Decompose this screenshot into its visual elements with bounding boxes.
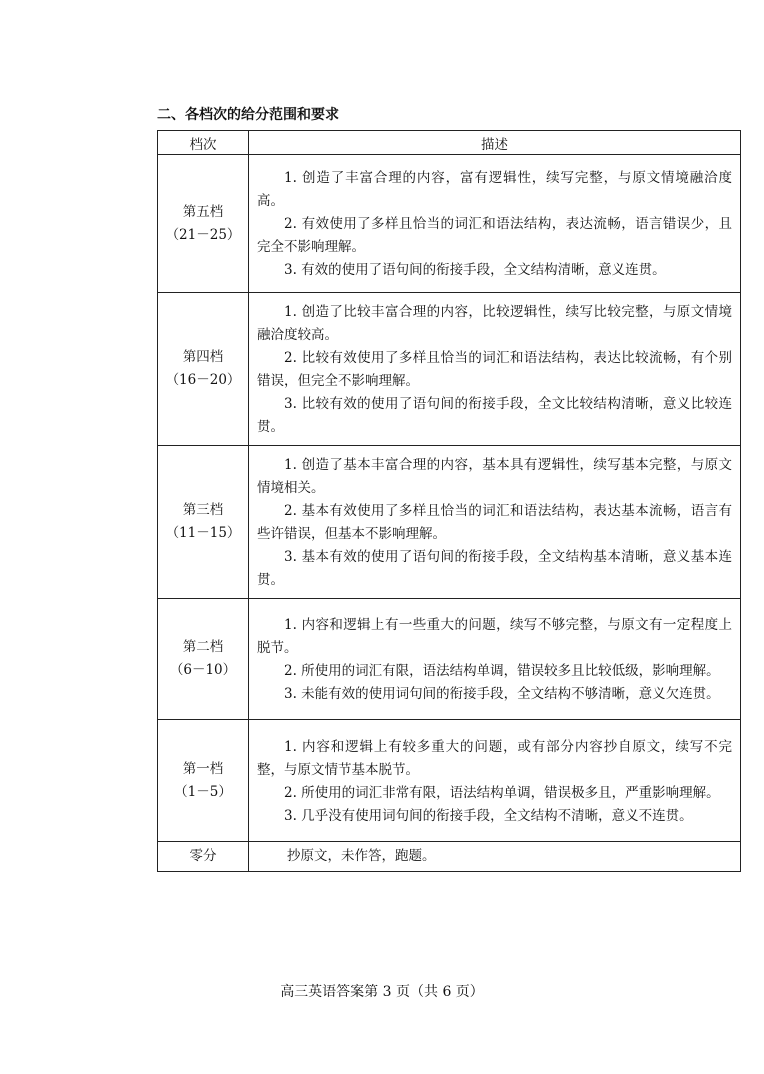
level-cell xyxy=(158,599,249,720)
description-item: 1. 创造了比较丰富合理的内容，比较逻辑性，续写比较完整，与原文情境融洽度较高。 xyxy=(257,304,732,343)
description-item: 3. 比较有效的使用了语句间的衔接手段，全文比较结构清晰，意义比较连贯。 xyxy=(257,396,732,435)
table-row xyxy=(158,599,741,720)
level-cell xyxy=(158,446,249,599)
table-row-zero xyxy=(158,842,741,872)
description-cell xyxy=(249,720,741,842)
description-item: 3. 基本有效的使用了语句间的衔接手段，全文结构基本清晰，意义基本连贯。 xyxy=(257,549,732,588)
description-cell xyxy=(249,599,741,720)
table-row xyxy=(158,446,741,599)
level-range: （1－5） xyxy=(174,783,232,800)
description-item: 2. 基本有效使用了多样且恰当的词汇和语法结构，表达基本流畅，语言有些许错误，但基本不影响理解。 xyxy=(257,503,732,542)
description-item: 1. 创造了丰富合理的内容，富有逻辑性，续写完整，与原文情境融洽度高。 xyxy=(257,170,732,209)
description-item: 2. 所使用的词汇非常有限，语法结构单调，错误极多且，严重影响理解。 xyxy=(284,784,720,801)
level-name: 第三档 xyxy=(182,502,224,518)
level-name: 第一档 xyxy=(182,760,224,777)
level-name: 第四档 xyxy=(182,349,224,365)
description-cell xyxy=(249,446,741,599)
description-item: 2. 所使用的词汇有限，语法结构单调，错误较多且比较低级，影响理解。 xyxy=(284,663,720,679)
level-cell: 零分 xyxy=(158,842,249,872)
description-item: 3. 几乎没有使用词句间的衔接手段，全文结构不清晰，意义不连贯。 xyxy=(284,807,693,824)
table-row xyxy=(158,293,741,446)
table-header-row xyxy=(158,131,741,155)
level-cell xyxy=(158,720,249,842)
description-item: 1. 内容和逻辑上有一些重大的问题，续写不够完整，与原文有一定程度上脱节。 xyxy=(257,617,732,656)
description-cell xyxy=(249,155,741,293)
level-range: （16－20） xyxy=(165,372,241,388)
level-cell xyxy=(158,155,249,293)
level-cell xyxy=(158,293,249,446)
description-cell xyxy=(249,293,741,446)
level-name: 第五档 xyxy=(182,203,224,220)
scoring-rubric-table xyxy=(157,130,741,872)
description-item: 1. 内容和逻辑上有较多重大的问题，或有部分内容抄自原文，续写不完整，与原文情节基本脱节。 xyxy=(257,738,732,778)
level-range: （6－10） xyxy=(169,662,237,678)
table-row xyxy=(158,155,741,293)
column-header-level: 档次 xyxy=(158,131,249,155)
level-range: （21－25） xyxy=(165,226,241,243)
table-row xyxy=(158,720,741,842)
description-cell: 抄原文，未作答，跑题。 xyxy=(249,842,741,872)
description-item: 2. 比较有效使用了多样且恰当的词汇和语法结构，表达比较流畅，有个别错误，但完全不影响理解。 xyxy=(257,350,732,389)
description-item: 2. 有效使用了多样且恰当的词汇和语法结构，表达流畅，语言错误少，且完全不影响理解。 xyxy=(257,216,732,255)
column-header-description: 描述 xyxy=(249,131,741,155)
level-range: （11－15） xyxy=(165,525,241,541)
description-item: 3. 未能有效的使用词句间的衔接手段，全文结构不够清晰，意义欠连贯。 xyxy=(284,686,720,702)
description-item: 3. 有效的使用了语句间的衔接手段，全文结构清晰，意义连贯。 xyxy=(284,262,666,278)
section-title: 二、各档次的给分范围和要求 xyxy=(157,107,339,123)
page-footer: 高三英语答案第 3 页（共 6 页） xyxy=(280,984,484,1000)
description-item: 1. 创造了基本丰富合理的内容，基本具有逻辑性，续写基本完整，与原文情境相关。 xyxy=(257,457,732,496)
level-name: 第二档 xyxy=(182,639,224,655)
